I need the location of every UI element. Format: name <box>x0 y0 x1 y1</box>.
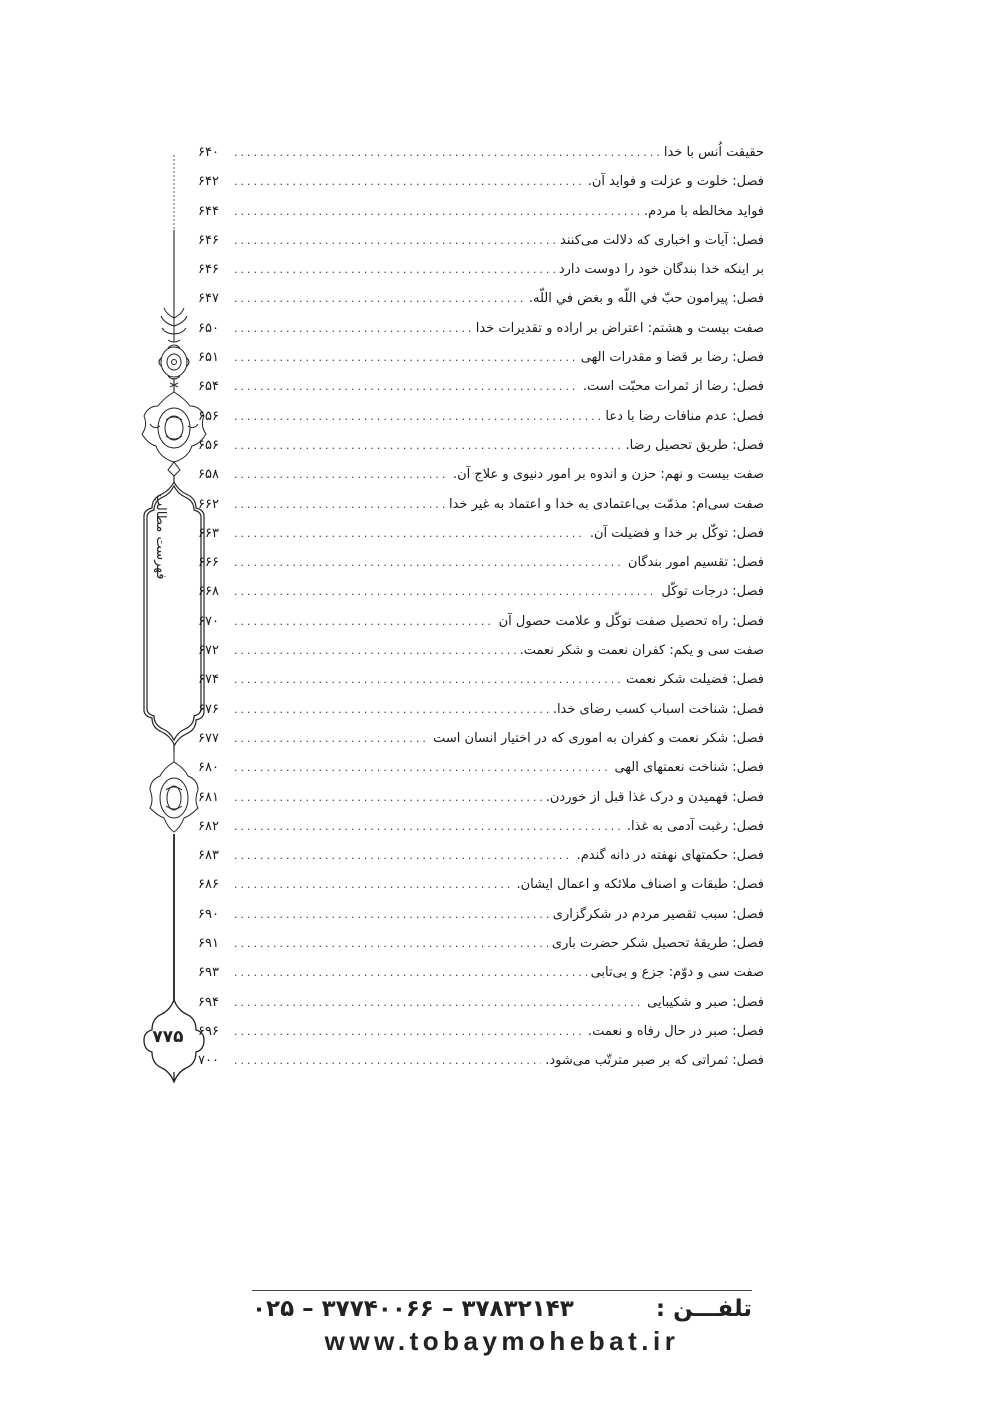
toc-entry[interactable] <box>198 817 764 846</box>
toc-entry-page: ۶۹۳ <box>198 965 219 981</box>
toc-entry-page: ۶۵۰ <box>198 320 219 336</box>
toc-entry-title: فصل: رضا بر قضا و مقدرات الهی <box>580 350 764 366</box>
leader-dots <box>234 875 513 895</box>
toc-entry-title: فصل: خلوت و عزلت و فواید آن. <box>587 174 764 190</box>
website-link[interactable]: www.tobaymohebat.ir <box>324 1326 680 1356</box>
toc-entry-page: ۶۴۷ <box>198 291 219 307</box>
toc-entry-title: فصل: ثمراتی که بر صبر مترتّب می‌شود. <box>545 1053 764 1069</box>
toc-entry[interactable] <box>198 905 764 934</box>
toc-entry[interactable] <box>198 524 764 553</box>
toc-entry-page: ۶۹۴ <box>198 994 219 1010</box>
leader-dots <box>234 905 549 925</box>
leader-dots <box>234 202 640 222</box>
toc-entry-page: ۶۴۶ <box>198 232 219 248</box>
toc-entry-title: فصل: سبب تقصیر مردم در شکرگزاری <box>552 906 764 922</box>
phone-line <box>252 1295 752 1323</box>
toc-entry-page: ۶۷۴ <box>198 672 219 688</box>
toc-entry[interactable] <box>198 846 764 875</box>
toc-entry[interactable] <box>198 553 764 582</box>
toc-entry-title: صفت بیست و هشتم: اعتراض بر اراده و تقدیرات خدا <box>475 320 764 336</box>
toc-entry[interactable] <box>198 1022 764 1051</box>
leader-dots <box>234 788 542 808</box>
page-number: ۷۷۵ <box>152 1027 184 1047</box>
leader-dots <box>234 553 624 573</box>
leader-dots <box>234 817 623 837</box>
toc-entry-page: ۶۷۷ <box>198 730 219 746</box>
toc-entry-page: ۶۴۰ <box>198 145 219 160</box>
leader-dots <box>234 934 548 954</box>
leader-dots <box>234 612 495 632</box>
toc-entry[interactable] <box>198 172 764 201</box>
toc-entry-title: صفت بیست و نهم: حزن و اندوه بر امور دنیوی و علاج آن. <box>452 467 764 483</box>
leader-dots <box>234 231 556 251</box>
toc-entry[interactable] <box>198 788 764 817</box>
toc-entry[interactable] <box>198 700 764 729</box>
toc-entry-page: ۶۶۳ <box>198 525 219 541</box>
leader-dots <box>234 582 657 602</box>
toc-entry-title: فصل: طبقات و اصناف ملائکه و اعمال ایشان. <box>516 877 764 893</box>
leader-dots <box>234 377 579 397</box>
toc-entry-page: ۶۵۶ <box>198 437 219 453</box>
toc-entry-page: ۶۴۲ <box>198 174 219 190</box>
toc-entry[interactable] <box>198 934 764 963</box>
leader-dots <box>234 465 449 485</box>
leader-dots <box>234 319 472 339</box>
leader-dots <box>234 436 621 456</box>
toc-entry-page: ۶۹۰ <box>198 906 219 922</box>
toc-entry-page: ۶۴۴ <box>198 203 219 219</box>
toc-entry-title: فصل: پیرامون حبّ في اللّه و بغض في اللّه. <box>528 291 764 307</box>
leader-dots <box>234 143 660 163</box>
toc-entry-title: فصل: صبر در حال رفاه و نعمت. <box>588 1023 764 1039</box>
arabesque-medallion-icon <box>142 392 206 476</box>
toc-entry-page: ۶۸۳ <box>198 848 219 864</box>
toc-entry[interactable] <box>198 465 764 494</box>
toc-entry-title: فصل: شکر نعمت و کفران به اموری که در اختیار انسان است <box>433 730 764 746</box>
leader-dots <box>234 1051 541 1071</box>
toc-entry[interactable] <box>198 582 764 611</box>
toc-entry-title: فصل: آیات و اخباری که دلالت می‌کنند <box>560 232 764 248</box>
phone-label: تلفـــن : <box>655 1296 752 1322</box>
toc-entry-title: صفت سی و دوّم: جزع و بی‌تابی <box>590 965 764 981</box>
toc-entry-page: ۶۷۲ <box>198 643 219 659</box>
toc-entry-title: فصل: فهمیدن و درک غذا قبل از خوردن. <box>545 789 764 805</box>
toc-entry-title: فصل: درجات توکّل <box>661 584 764 600</box>
rosette-icon <box>159 345 189 379</box>
toc-entry[interactable] <box>198 407 764 436</box>
toc-entry[interactable] <box>198 202 764 231</box>
page-footer <box>252 1290 752 1357</box>
toc-entry[interactable] <box>198 436 764 465</box>
toc-entry[interactable] <box>198 348 764 377</box>
phone-numbers: ۰۲۵ – ۳۷۷۴۰۰۶۶ – ۳۷۸۳۲۱۴۳ <box>252 1296 574 1322</box>
toc-entry-title: حقیقت اُنس با خدا <box>663 145 764 160</box>
toc-entry-title: فواید مخالطه با مردم. <box>644 203 764 219</box>
toc-entry[interactable] <box>198 758 764 787</box>
toc-entry-title: فصل: شناخت نعمتهای الهی <box>614 760 764 776</box>
footer-divider <box>252 1290 752 1291</box>
toc-entry[interactable] <box>198 143 764 172</box>
toc-entry[interactable] <box>198 319 764 348</box>
toc-entry[interactable] <box>198 260 764 289</box>
toc-entry[interactable] <box>198 612 764 641</box>
toc-entry-page: ۶۶۶ <box>198 555 219 571</box>
leader-dots <box>234 700 549 720</box>
leader-dots <box>234 670 622 690</box>
toc-entry[interactable] <box>198 231 764 260</box>
toc-entry[interactable] <box>198 377 764 406</box>
toc-entry-page: ۶۹۶ <box>198 1023 219 1039</box>
toc-entry-title: فصل: راه تحصیل صفت توکّل و علامت حصول آن <box>498 613 764 629</box>
section-title-vertical: فهرست مطالب <box>153 494 168 580</box>
toc-entry-page: ۶۶۲ <box>198 496 219 512</box>
toc-entry-page: ۶۹۱ <box>198 936 219 952</box>
toc-entry-page: ۷۰۰ <box>198 1053 219 1069</box>
toc-entry-title: فصل: رضا از ثمرات محبّت است. <box>582 379 764 395</box>
toc-entry-page: ۶۸۶ <box>198 877 219 893</box>
toc-entry-title: فصل: فضیلت شکر نعمت <box>625 672 764 688</box>
table-of-contents <box>198 143 764 1081</box>
toc-entry-title: فصل: توکّل بر خدا و فضیلت آن. <box>589 525 764 541</box>
leader-dots <box>234 963 587 983</box>
leader-dots <box>234 524 586 544</box>
toc-entry-title: بر اینکه خدا بندگان خود را دوست دارد <box>558 262 764 278</box>
toc-entry-page: ۶۸۱ <box>198 789 219 805</box>
toc-entry-title: فصل: طریق تحصیل رضا. <box>625 437 764 453</box>
leader-dots <box>234 1022 584 1042</box>
toc-entry[interactable] <box>198 963 764 992</box>
toc-entry-page: ۶۴۶ <box>198 262 219 278</box>
toc-entry[interactable] <box>198 495 764 524</box>
toc-entry-page: ۶۵۱ <box>198 350 219 366</box>
toc-entry-title: فصل: رغبت آدمی به غذا. <box>626 818 764 834</box>
toc-entry-title: فصل: طریقهٔ تحصیل شکر حضرت باری <box>551 936 764 952</box>
toc-entry-page: ۶۸۲ <box>198 818 219 834</box>
toc-entry[interactable] <box>198 729 764 758</box>
toc-entry-title: صفت سی‌ام: مذمّت بی‌اعتمادی به خدا و اعتماد به غیر خدا <box>448 496 764 512</box>
leader-dots <box>234 993 643 1013</box>
toc-entry-page: ۶۶۸ <box>198 584 219 600</box>
toc-entry[interactable] <box>198 875 764 904</box>
toc-entry-page: ۶۷۶ <box>198 701 219 717</box>
leader-dots <box>234 758 610 778</box>
toc-entry-page: ۶۵۸ <box>198 467 219 483</box>
toc-entry-page: ۶۷۰ <box>198 613 219 629</box>
toc-entry[interactable] <box>198 993 764 1022</box>
toc-entry-title: فصل: عدم منافات رضا با دعا <box>605 408 764 424</box>
toc-entry-title: فصل: صبر و شکیبایی <box>647 994 764 1010</box>
toc-entry-page: ۶۸۰ <box>198 760 219 776</box>
leader-dots <box>234 495 445 515</box>
toc-entry[interactable] <box>198 1051 764 1080</box>
leader-dots <box>234 348 577 368</box>
toc-entry-title: فصل: حکمتهای نهفته در دانه گندم. <box>576 848 764 864</box>
toc-entry-title: فصل: تقسیم امور بندگان <box>627 555 764 571</box>
toc-entry[interactable] <box>198 641 764 670</box>
toc-entry-title: فصل: شناخت اسباب کسب رضای خدا. <box>552 701 764 717</box>
leader-dots <box>234 729 429 749</box>
leader-dots <box>234 260 555 280</box>
leader-dots <box>234 641 516 661</box>
toc-entry-page: ۶۵۴ <box>198 379 219 395</box>
toc-entry-title: صفت سی و یکم: کفران نعمت و شکر نعمت. <box>519 643 764 659</box>
leader-dots <box>234 846 573 866</box>
toc-entry-page: ۶۵۶ <box>198 408 219 424</box>
toc-entry[interactable] <box>198 670 764 699</box>
toc-entry[interactable] <box>198 289 764 318</box>
leader-dots <box>234 289 525 309</box>
leader-dots <box>234 172 584 192</box>
leader-dots <box>234 407 601 427</box>
